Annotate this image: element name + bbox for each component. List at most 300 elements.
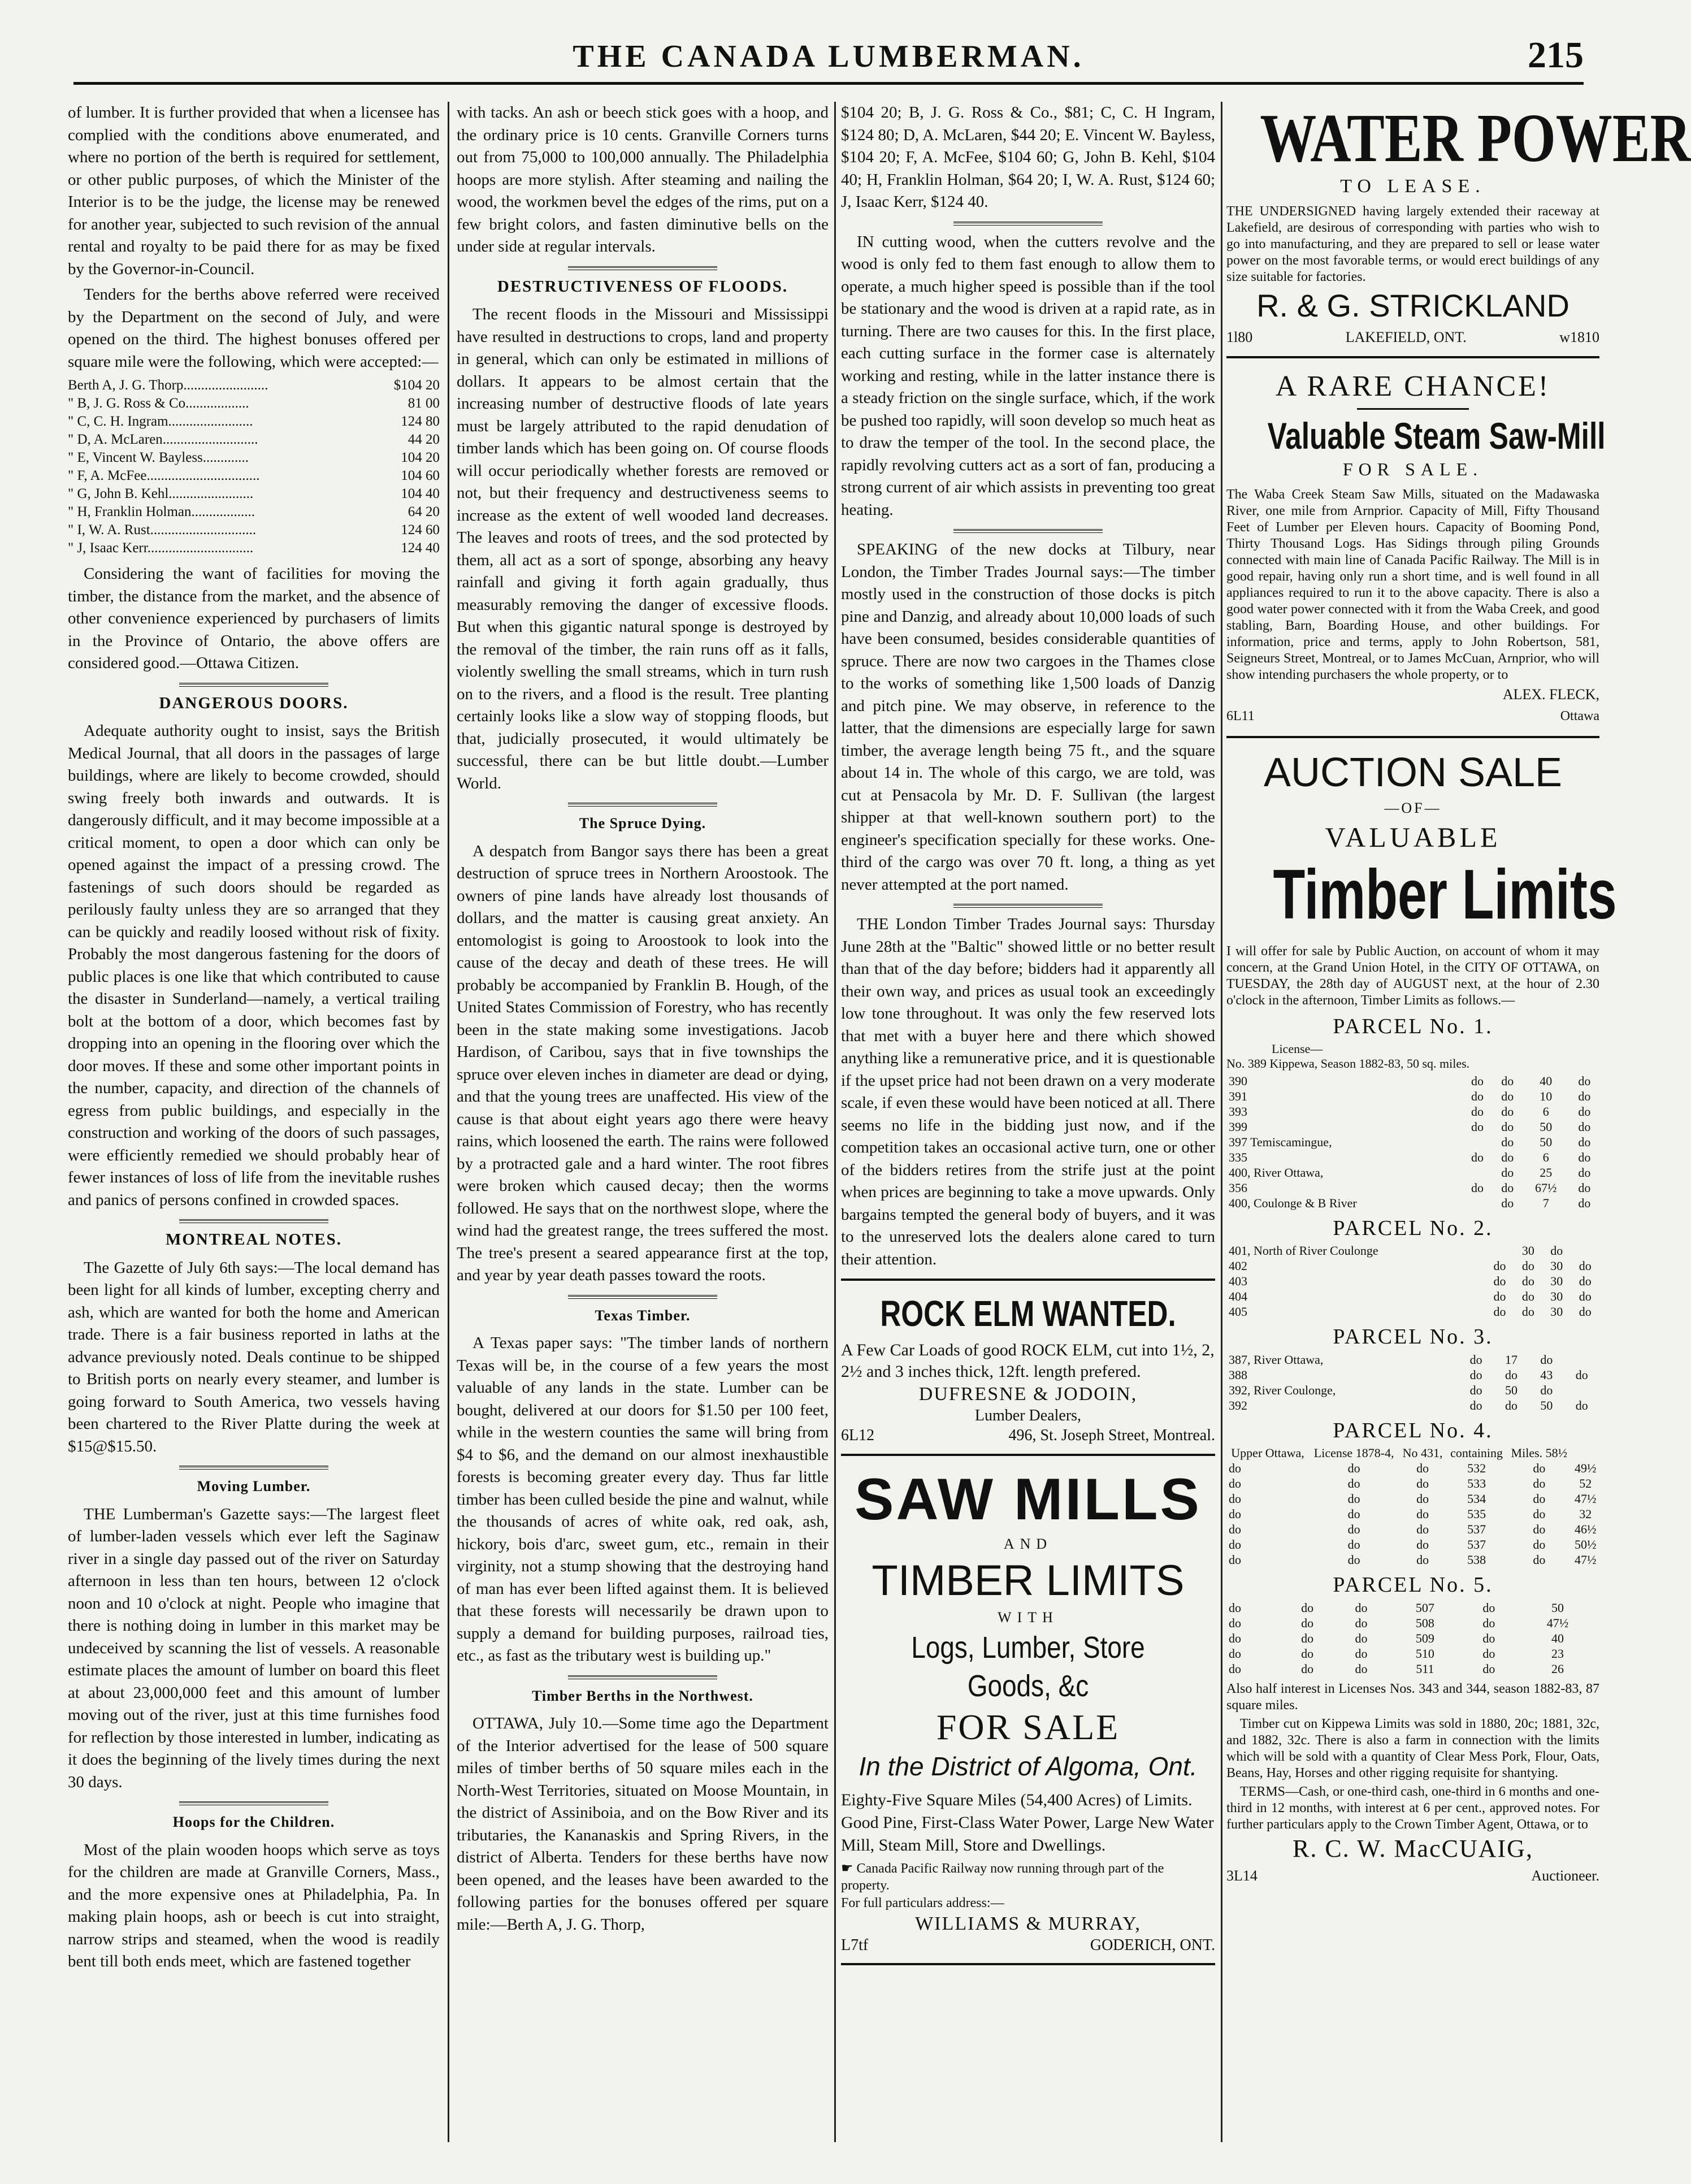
page-number: 215 <box>1528 34 1584 76</box>
parcel-cell: do <box>1229 1522 1241 1536</box>
berth-name: " J, Isaac Kerr.............................. <box>68 540 254 556</box>
parcel-cell: 537 <box>1467 1537 1486 1552</box>
ad-connector: WITH <box>998 1609 1059 1626</box>
article-paragraph: Adequate authority ought to insist, says the British Medical Journal, that all doors in the passages of large buildings, where are likely to become crowded, should swing freely both inwards and outwards. It is dangerously difficult, and it may become impossible at a critical moment, to open a door which can only be opened against the impact of a pressing crowd. The fastenings of such doors should be regarded as perilously faulty unless they are so arranged that they can be quickly and readily loosed without risk of fixity. Probably the most dangerous fastening for the doors of public places is one like that which contributed to cause the disaster in Sunderland—namely, a vertical trailing bolt at the bottom of a door, which becomes fast by dropping into an opening in the flooring over which the door moves. If these and some other important points in the number, capacity, and direction of the channels of egress from public buildings, and especially in the construction and working of the doors of such passages, were efficiently remedied we should probably hear of fewer instances of loss of life from the inevitable rushes and panics of persons confined in crowded spaces. <box>68 722 440 1209</box>
parcel-cell: 50 <box>1505 1383 1518 1397</box>
parcel-cell: do <box>1482 1631 1495 1645</box>
ad-code: 6L11 <box>1226 709 1255 723</box>
parcel-cell: 405 <box>1229 1305 1247 1319</box>
berth-name: " D, A. McLaren........................... <box>68 432 258 447</box>
parcel-header-cell: No 431, <box>1402 1446 1443 1460</box>
article-paragraph: OTTAWA, July 10.—Some time ago the Department of the Interior advertised for the lease of 500 square miles of timber berths of 50 square miles each in the North-West Territories, situated on Moose Mountain, in the district of Assiniboia, and on the Bow River and its tributaries, the Kananaskis and Spring Rivers, in the district of Alberta. Tenders for these berths have now been opened, and the leases have been awarded to the following parties for the bonuses offered per square mile:—Berth A, J. G. Thorp, <box>457 1714 829 1934</box>
parcel-heading: PARCEL No. 1. <box>1333 1015 1493 1038</box>
parcel-cell: do <box>1540 1352 1553 1367</box>
parcel-cell: do <box>1540 1383 1553 1397</box>
parcel-cell: do <box>1416 1476 1429 1490</box>
parcel-cell: 40 <box>1551 1631 1564 1645</box>
parcel-cell: do <box>1229 1646 1241 1661</box>
ad-address: 496, St. Joseph Street, Montreal. <box>1008 1427 1215 1444</box>
auction-advertisement <box>1226 748 1617 1887</box>
table-row <box>1226 1273 1599 1289</box>
section-separator <box>568 266 717 270</box>
article-heading: The Spruce Dying. <box>579 815 706 831</box>
parcel-cell: do <box>1501 1073 1514 1088</box>
table-row <box>1226 1646 1599 1661</box>
berth-name: Berth A, J. G. Thorp........................ <box>68 378 268 393</box>
parcel-cell: do <box>1482 1600 1495 1615</box>
ad-text: I will offer for sale by Public Auction, on account of whom it may concern, at the Grand Union Hotel, in the CITY OF OTTAWA, on TUESDAY, the 28th day of AUGUST next, at the hour of 2.30 o'clock in the afternoon, Timber Limits as follows.— <box>1226 944 1599 1008</box>
ad-rule <box>1357 408 1469 410</box>
berth-bonus-table <box>68 376 440 557</box>
parcel-cell: do <box>1521 1259 1534 1273</box>
parcel-cell: do <box>1301 1615 1314 1630</box>
parcel-cell: do <box>1347 1476 1360 1490</box>
parcel-cell: do <box>1521 1289 1534 1303</box>
table-row <box>1226 1522 1599 1537</box>
section-separator <box>568 1295 717 1299</box>
table-row <box>1226 1180 1599 1195</box>
table-row <box>1226 1552 1599 1567</box>
table-row <box>1226 1600 1599 1615</box>
table-row <box>1226 1150 1599 1165</box>
ad-code: L7tf <box>841 1936 869 1954</box>
parcel-cell: do <box>1501 1180 1514 1195</box>
table-row <box>1226 1089 1599 1104</box>
table-row <box>68 395 440 413</box>
parcel-cell: do <box>1471 1073 1484 1088</box>
parcel-cell: 533 <box>1467 1476 1486 1490</box>
parcel-cell: 397 Temiscamingue, <box>1229 1134 1332 1149</box>
table-row <box>1226 1367 1599 1383</box>
parcel-header-cell: Upper Ottawa, <box>1231 1446 1304 1460</box>
ad-connector: AND <box>1003 1536 1053 1552</box>
parcel-cell: 30 <box>1550 1289 1563 1303</box>
berth-name: " F, A. McFee................................ <box>68 468 260 483</box>
parcel-cell: do <box>1575 1398 1588 1412</box>
table-row <box>1226 1506 1599 1522</box>
section-separator <box>953 529 1103 533</box>
parcel-cell: do <box>1493 1289 1506 1303</box>
parcel-cell: do <box>1482 1615 1495 1630</box>
parcel-cell: 511 <box>1416 1661 1434 1676</box>
article-heading: DANGEROUS DOORS. <box>159 694 349 712</box>
ad-for-sale: FOR SALE <box>936 1707 1120 1747</box>
table-row <box>1226 1476 1599 1491</box>
parcel-cell: 50 <box>1551 1600 1564 1615</box>
table-row <box>1226 1661 1599 1676</box>
table-row <box>1226 1104 1599 1119</box>
berth-amount: 104 40 <box>401 486 440 501</box>
parcel-cell: do <box>1229 1537 1241 1552</box>
parcel-cell: do <box>1301 1600 1314 1615</box>
parcel-cell: do <box>1579 1289 1592 1303</box>
parcel-cell: 17 <box>1505 1352 1518 1367</box>
ad-code: 3L14 <box>1226 1867 1258 1884</box>
ad-contact: For full particulars address:— <box>841 1896 1004 1910</box>
parcel-cell: 7 <box>1542 1195 1549 1210</box>
parcel-cell: 46½ <box>1575 1522 1597 1536</box>
article-heading: Moving Lumber. <box>197 1478 311 1494</box>
ad-subtitle: VALUABLE <box>1325 821 1501 853</box>
parcel-cell: do <box>1505 1398 1518 1412</box>
parcel-cell: 387, River Ottawa, <box>1229 1352 1324 1367</box>
parcel-cell: do <box>1416 1461 1429 1475</box>
ad-firm: WILLIAMS & MURRAY, <box>915 1913 1141 1934</box>
table-row <box>68 431 440 449</box>
table-row <box>1226 1243 1599 1258</box>
ad-subtitle: TIMBER LIMITS <box>871 1556 1185 1605</box>
ad-firm: DUFRESNE & JODOIN, <box>918 1384 1138 1405</box>
parcel-cell: do <box>1521 1274 1534 1288</box>
parcel-cell: 392, River Coulonge, <box>1229 1383 1336 1397</box>
article-paragraph: of lumber. It is further provided that when a licensee has complied with the conditions above enumerated, and where no portion of the berth is required for settlement, or other public purposes, of which the Minister of the Interior is to be the judge, the license may be renewed for another year, subjected to such revision of the annual rental and royalty to be paid there for as may be fixed by the Governor-in-Council. <box>68 103 440 278</box>
section-separator <box>179 1466 328 1470</box>
parcel-cell: do <box>1533 1476 1546 1490</box>
section-separator <box>953 904 1103 908</box>
column-divider <box>834 102 836 2142</box>
parcel-cell: 403 <box>1229 1274 1247 1288</box>
parcel-cell: 67½ <box>1535 1180 1557 1195</box>
ad-code: 6L12 <box>841 1427 875 1444</box>
ad-text: Timber cut on Kippewa Limits was sold in 1880, 20c; 1881, 32c, and 1882, 32c. There is also a farm in connection with the limits which will be sold with a quantity of Clear Mess Pork, Flour, Oats, Beans, Hay, Horses and other rigging requisite for shantying. <box>1226 1716 1599 1780</box>
parcel-cell: 390 <box>1229 1073 1247 1088</box>
parcel-cell: 534 <box>1467 1492 1486 1506</box>
saw-mill-sale-advertisement <box>1226 369 1606 738</box>
parcel-cell: do <box>1578 1150 1591 1164</box>
parcel-cell: do <box>1533 1522 1546 1536</box>
article-paragraph: $104 20; B, J. G. Ross & Co., $81; C, C. H Ingram, $124 80; D, A. McLaren, $44 20; E. Vincent W. Bayless, $104 20; F, A. McFee, $104 60; G, John B. Kehl, $104 40; H, Franklin Holman, $64 20; I, W. A. Rust, $124 60; J, Isaac Kerr, $124 40. <box>841 103 1215 211</box>
berth-amount: 104 60 <box>401 468 440 483</box>
parcel-cell: do <box>1471 1089 1484 1103</box>
ad-rail-text: Canada Pacific Railway now running through part of the property. <box>841 1861 1164 1893</box>
table-row <box>68 503 440 521</box>
parcel-first-line: No. 389 Kippewa, Season 1882-83, 50 sq. miles. <box>1226 1056 1470 1071</box>
ad-name: ALEX. FLECK, <box>1502 686 1599 703</box>
parcel-cell: do <box>1578 1195 1591 1210</box>
article-heading: Texas Timber. <box>595 1307 691 1324</box>
table-row <box>68 413 440 431</box>
parcel-cell: 509 <box>1415 1631 1434 1645</box>
parcel-cell: 47½ <box>1546 1615 1569 1630</box>
ad-title: AUCTION SALE <box>1263 749 1563 795</box>
table-row <box>1226 1398 1599 1413</box>
table-row <box>1226 1352 1599 1367</box>
ad-text: Eighty-Five Square Miles (54,400 Acres) of Limits. Good Pine, First-Class Water Power, Large New Water Mill, Steam Mill, Store and Dwellings. <box>841 1791 1214 1854</box>
column-divider <box>448 102 449 2142</box>
parcel-cell: do <box>1347 1461 1360 1475</box>
table-row <box>68 521 440 539</box>
berth-name: " G, John B. Kehl........................ <box>68 486 254 501</box>
parcel-cell: do <box>1533 1553 1546 1567</box>
berth-amount: 104 20 <box>401 450 440 465</box>
parcel-cell: do <box>1355 1600 1368 1615</box>
parcel-cell: 47½ <box>1575 1553 1597 1567</box>
berth-amount: 124 40 <box>401 540 440 556</box>
parcel-cell: 400, River Ottawa, <box>1229 1165 1324 1180</box>
parcel-cell: do <box>1469 1367 1482 1382</box>
parcel-cell: 30 <box>1550 1274 1563 1288</box>
parcel-cell: do <box>1301 1661 1314 1676</box>
parcel-cell: do <box>1578 1134 1591 1149</box>
parcel-cell: 507 <box>1415 1600 1434 1615</box>
table-row <box>1226 1383 1599 1398</box>
parcel-cell: do <box>1229 1492 1241 1506</box>
parcel-cell: do <box>1533 1507 1546 1521</box>
column-3 <box>841 102 1215 2148</box>
parcel-cell: 538 <box>1467 1553 1486 1567</box>
parcel-cell: 532 <box>1467 1461 1486 1475</box>
article-paragraph: Considering the want of facilities for moving the timber, the distance from the market, and the absence of other convenience experienced by purchasers of limits in the Province of Ontario, the above offers are considered good.—Ottawa Citizen. <box>68 565 440 672</box>
ad-auctioneer: R. C. W. MacCUAIG, <box>1293 1834 1533 1862</box>
parcel-cell: do <box>1469 1383 1482 1397</box>
parcel-cell: 52 <box>1579 1476 1592 1490</box>
ad-title: A RARE CHANCE! <box>1275 370 1551 402</box>
parcel-cell: do <box>1229 1461 1241 1475</box>
parcel-label: License— <box>1272 1041 1323 1056</box>
parcel-cell: do <box>1471 1150 1484 1164</box>
parcel-table <box>1226 1352 1599 1413</box>
article-paragraph: The recent floods in the Missouri and Mississippi have resulted in destructions to crops, land and property in general, which can only be estimated in millions of dollars. It appears to be almost certain that the increasing number of destructive floods of late years must be largely attributed to the rapid denudation of timber lands which has been going on. Of course floods will occur periodically whether forests are removed or not, but their frequency and destructiveness seems to increase as the extent of well wooded land decreases. The leaves and roots of trees, and the sod protected by them, all act as a sort of sponge, absorbing any heavy rainfall and giving it forth again gradually, thus measurably removing the danger of excessive floods. But when this gigantic natural sponge is destroyed by the removal of the timber, the rain runs off as it falls, violently swelling the small streams, which in turn rush on to the rivers, and a flood is the result. Tree planting certainly looks like a slow way of stopping floods, but that, judicially prosecuted, it would ultimately be successful, there can be but little doubt.—Lumber World. <box>457 305 829 792</box>
parcel-cell: do <box>1493 1274 1506 1288</box>
parcel-cell: do <box>1533 1492 1546 1506</box>
table-row <box>68 485 440 503</box>
table-row <box>1226 1119 1599 1134</box>
parcel-cell: do <box>1533 1537 1546 1552</box>
ad-code: 1l80 <box>1226 328 1253 345</box>
parcel-cell: 30 <box>1550 1259 1563 1273</box>
parcel-cell <box>1485 1243 1514 1258</box>
parcel-table <box>1226 1243 1599 1319</box>
parcel-cell: do <box>1347 1492 1360 1506</box>
parcel-cell <box>1462 1134 1492 1150</box>
ad-role: Auctioneer. <box>1531 1867 1599 1884</box>
ad-heading: Timber Limits <box>1273 856 1617 934</box>
parcel-cell: do <box>1347 1522 1360 1536</box>
article-heading: MONTREAL NOTES. <box>166 1230 342 1249</box>
parcel-cell: 40 <box>1540 1073 1553 1088</box>
pointing-hand-icon: ☛ <box>841 1861 853 1876</box>
parcel-cell: 43 <box>1540 1367 1553 1382</box>
table-header-row <box>1226 1445 1599 1461</box>
parcel-cell: 508 <box>1415 1615 1434 1630</box>
parcel-cell: do <box>1493 1305 1506 1319</box>
berth-amount: 44 20 <box>407 432 440 447</box>
article-paragraph: Most of the plain wooden hoops which serve as toys for the children are made at Granville Corners, Mass., and the more expensive ones at Philadelphia, Pa. In making plain hoops, ash or beech is cut into straight, narrow strips and steamed, when the wood is readily bent till both ends meet, which are fastened together <box>68 1840 440 1970</box>
parcel-cell: 404 <box>1229 1289 1247 1303</box>
table-row <box>68 449 440 467</box>
berth-name: " H, Franklin Holman.................. <box>68 504 255 519</box>
ad-place: GODERICH, ONT. <box>1090 1936 1215 1954</box>
parcel-cell: 393 <box>1229 1104 1247 1119</box>
parcel-cell: do <box>1416 1507 1429 1521</box>
parcel-cell: 537 <box>1467 1522 1486 1536</box>
section-separator <box>179 683 328 687</box>
article-paragraph: with tacks. An ash or beech stick goes with a hoop, and the ordinary price is 10 cents. Granville Corners turns out from 75,000 to 100,000 annually. The Philadelphia hoops are more stylish. After steaming and nailing the wood, the workmen bevel the edges of the rims, put on a few bright colors, and fasten diminutive bells on the under side at regular intervals. <box>457 103 829 255</box>
article-paragraph: A Texas paper says: "The timber lands of northern Texas will be, in the course of a few years the most valuable of any lands in the state. Lumber can be bought, delivered at our doors for $1.50 per 100 feet, while in the western counties the same will bring from $4 to $6, and the demand on our almost inexhaustible forests is becoming greater every day. Thus far little timber has been culled beside the pine and walnut, while the thousands of acres of white oak, red oak, ash, hickory, bois d'arc, sweet gum, etc., remain in their virginity, not a stump showing that the destroying hand of man has ever been lifted against them. It is believed that these forests will necessarily be drawn upon to supply a demand for building purposes, railroad ties, etc., as fast as the tributary west is building up." <box>457 1334 829 1665</box>
berth-name: " E, Vincent W. Bayless............. <box>68 450 249 465</box>
parcel-cell: 392 <box>1229 1398 1247 1412</box>
parcel-cell: do <box>1550 1243 1563 1258</box>
table-row <box>1226 1491 1599 1506</box>
parcel-cell: do <box>1579 1259 1592 1273</box>
table-row <box>68 539 440 557</box>
parcel-cell: 50 <box>1540 1119 1553 1134</box>
parcel-cell: do <box>1471 1180 1484 1195</box>
parcel-cell: 399 <box>1229 1119 1247 1134</box>
parcel-cell: 30 <box>1521 1243 1534 1258</box>
parcel-cell: do <box>1578 1089 1591 1103</box>
parcel-cell: do <box>1493 1259 1506 1273</box>
newspaper-title: THE CANADA LUMBERMAN. <box>573 39 1085 74</box>
parcel-cell: do <box>1579 1274 1592 1288</box>
parcel-cell: 335 <box>1229 1150 1247 1164</box>
ad-title: WATER POWER <box>1260 100 1691 176</box>
berth-name: " C, C. H. Ingram........................ <box>68 414 253 429</box>
table-row <box>1226 1195 1599 1211</box>
berth-amount: $104 20 <box>393 378 440 393</box>
parcel-cell: do <box>1347 1507 1360 1521</box>
parcel-table <box>1226 1600 1599 1676</box>
berth-amount: 124 60 <box>401 522 440 538</box>
ad-title: SAW MILLS <box>855 1467 1202 1532</box>
table-row <box>1226 1258 1599 1273</box>
saw-mills-advertisement <box>841 1466 1215 1965</box>
parcel-cell: do <box>1501 1195 1514 1210</box>
parcel-cell <box>1462 1195 1492 1211</box>
table-row <box>1226 1073 1599 1089</box>
article-paragraph: Tenders for the berths above referred were received by the Department on the second of July, and were opened on the third. The highest bonuses offered per square mile were the following, which were accepted:— <box>68 285 440 371</box>
parcel-cell: do <box>1469 1352 1482 1367</box>
table-row <box>68 376 440 395</box>
section-separator <box>568 803 717 807</box>
ad-title: ROCK ELM WANTED. <box>880 1293 1176 1334</box>
parcel-cell: 388 <box>1229 1367 1247 1382</box>
article-paragraph: The Gazette of July 6th says:—The local demand has been light for all kinds of lumber, excepting cherry and ash, which are wanted for both the home and American trade. There is a fair business reported in laths at the advance previously noted. Deals continue to be shipped to British ports on nearly every steamer, and lumber is going forward to South America, two vessels having been chartered to the River Platte during the week at $15@$15.50. <box>68 1258 440 1455</box>
parcel-cell: 50 <box>1540 1134 1553 1149</box>
parcel-cell: do <box>1505 1367 1518 1382</box>
parcel-cell: do <box>1578 1180 1591 1195</box>
article-paragraph: IN cutting wood, when the cutters revolve and the wood is only fed to them fast enough to allow them to operate, a much higher speed is possible than if the tool be stationary and the wood is driven at a rapid rate, as in turning. There are two causes for this. In the first place, each cutting surface in the former case is alternately working and resting, while in the latter instance there is a steady friction on the single surface, which, if the work be pushed too rapidly, will soon develop so much heat as to draw the temper of the tool. In the second place, the rapidly revolving cutters act as a sort of fan, producing a strong current of air which assists in preventing too great heating. <box>841 232 1215 519</box>
table-row <box>1226 1537 1599 1552</box>
parcel-cell: do <box>1355 1615 1368 1630</box>
parcel-cell: 32 <box>1579 1507 1592 1521</box>
parcel-cell: 535 <box>1467 1507 1486 1521</box>
parcel-cell <box>1462 1165 1492 1180</box>
parcel-cell: do <box>1229 1507 1241 1521</box>
parcel-cell: 23 <box>1551 1646 1564 1661</box>
parcel-cell: do <box>1501 1134 1514 1149</box>
water-power-advertisement <box>1226 100 1691 358</box>
ad-text: A Few Car Loads of good ROCK ELM, cut into 1½, 2, 2½ and 3 inches thick, 12ft. length prefered. <box>841 1341 1215 1381</box>
parcel-table <box>1226 1073 1599 1211</box>
ad-heading: Valuable Steam Saw-Mill <box>1267 415 1606 457</box>
page-header <box>73 34 1584 85</box>
table-row <box>1226 1289 1599 1304</box>
parcel-header-cell: License 1878-4, <box>1313 1446 1394 1460</box>
column-divider <box>1221 102 1222 2142</box>
article-paragraph: THE London Timber Trades Journal says: Thursday June 28th at the "Baltic" showed little or no better result than that of the day before; bidders had it apparently all their own way, and prices as usual took an exceedingly low tone throughout. It was only the few reserved lots that met with a buyer here and there which showed anything like a remunerative price, and it is questionable if the upset price had not been drawn on a very moderate scale, if even these would have been noticed at all. There seems no life in the bidding just now, and if the competition takes an occasional active turn, one or other of the bidders retires from the strife just at the point when prices are beginning to take a move upwards. Only bargains tempted the general body of buyers, and it was to the unreserved lots the dealers alone cared to turn their attention. <box>841 915 1215 1268</box>
parcel-heading: PARCEL No. 2. <box>1333 1216 1493 1240</box>
parcel-cell: do <box>1578 1073 1591 1088</box>
table-row <box>1226 1631 1599 1646</box>
section-separator <box>179 1219 328 1223</box>
parcel-cell: 25 <box>1540 1165 1553 1180</box>
parcel-cell: 391 <box>1229 1089 1247 1103</box>
parcel-cell: 510 <box>1415 1646 1434 1661</box>
parcel-cell: do <box>1416 1537 1429 1552</box>
parcel-cell: do <box>1521 1305 1534 1319</box>
article-heading: Timber Berths in the Northwest. <box>532 1687 753 1704</box>
parcel-cell: do <box>1416 1492 1429 1506</box>
ad-firm: R. & G. STRICKLAND <box>1256 287 1569 323</box>
parcel-cell: do <box>1416 1553 1429 1567</box>
article-heading: Hoops for the Children. <box>172 1814 335 1830</box>
ad-rail <box>841 1860 1215 1894</box>
parcel-cell: do <box>1575 1367 1588 1382</box>
parcel-heading: PARCEL No. 4. <box>1333 1418 1493 1442</box>
column-1 <box>68 102 440 2148</box>
parcel-cell: 6 <box>1542 1104 1549 1119</box>
parcel-cell: do <box>1501 1104 1514 1119</box>
parcel-cell: do <box>1501 1119 1514 1134</box>
parcel-cell: do <box>1301 1631 1314 1645</box>
ad-connector: —OF— <box>1384 799 1442 816</box>
parcel-cell: 356 <box>1229 1180 1247 1195</box>
parcel-cell: do <box>1501 1165 1514 1180</box>
parcel-cell: do <box>1301 1646 1314 1661</box>
parcel-header-cell: Miles. 58½ <box>1511 1446 1568 1460</box>
parcel-cell: do <box>1469 1398 1482 1412</box>
parcel-heading: PARCEL No. 3. <box>1333 1325 1493 1349</box>
berth-amount: 81 00 <box>407 396 440 411</box>
berth-amount: 124 80 <box>401 414 440 429</box>
parcel-cell: 26 <box>1551 1661 1564 1676</box>
header-rule <box>73 82 1584 85</box>
parcel-cell: do <box>1347 1537 1360 1552</box>
parcel-cell: do <box>1416 1522 1429 1536</box>
parcel-cell: do <box>1501 1089 1514 1103</box>
berth-amount: 64 20 <box>407 504 440 519</box>
parcel-header-cell: containing <box>1450 1446 1503 1460</box>
parcel-cell: do <box>1482 1646 1495 1661</box>
parcel-cell: do <box>1229 1661 1241 1676</box>
ad-text: TERMS—Cash, or one-third cash, one-third in 6 months and one-third in 12 months, with interest at 6 per cent., approved notes. For further particulars apply to the Crown Timber Agent, Ottawa, or to <box>1226 1784 1599 1832</box>
section-separator <box>568 1675 717 1679</box>
parcel-cell: do <box>1471 1104 1484 1119</box>
parcel-cell: do <box>1355 1646 1368 1661</box>
section-separator <box>179 1801 328 1805</box>
table-row <box>1226 1165 1599 1180</box>
parcel-cell: do <box>1347 1553 1360 1567</box>
berth-name: " B, J. G. Ross & Co.................. <box>68 396 249 411</box>
parcel-cell: do <box>1578 1119 1591 1134</box>
parcel-cell: 402 <box>1229 1259 1247 1273</box>
ad-text: The Waba Creek Steam Saw Mills, situated on the Madawaska River, one mile from Arnprior. Capacity of Mill, Fifty Thousand Feet of Lumber per Eleven hours. Capacity of Booming Pond, Thirty Thousand Logs. Has Sidings through piling Grounds connected with main line of Canada Pacific Railway. The Mill is in good repair, having only run a short time, and is well found in all appliances required to run it to the above capacity. There is also a good water power connected with it from the Waba Creek, and good stabling, Barn, Boarding House, and other buildings. For information, price and terms, apply to John Robertson, 581, Seigneurs Street, Montreal, or to James McCuan, Arnprior, who will show intending purchasers the whole property, or to <box>1226 487 1599 682</box>
parcel-cell: 49½ <box>1575 1461 1597 1475</box>
parcel-cell: do <box>1579 1305 1592 1319</box>
ad-firm-sub: Lumber Dealers, <box>974 1407 1082 1424</box>
ad-text: THE UNDERSIGNED having largely extended their raceway at Lakefield, are desirous of corresponding with parties who wish to go into manufacturing, and they are prepared to sell or lease water power on the most favorable terms, or would erect buildings of any size suitable for factories. <box>1226 203 1599 284</box>
ad-place: Ottawa <box>1560 709 1599 723</box>
table-row <box>1226 1461 1599 1476</box>
parcel-cell: do <box>1229 1600 1241 1615</box>
parcel-cell: 50½ <box>1575 1537 1597 1552</box>
parcel-table <box>1226 1445 1599 1567</box>
parcel-cell: do <box>1533 1461 1546 1475</box>
table-row <box>1226 1615 1599 1631</box>
parcel-cell: 30 <box>1550 1305 1563 1319</box>
berth-name: " I, W. A. Rust.............................. <box>68 522 257 538</box>
